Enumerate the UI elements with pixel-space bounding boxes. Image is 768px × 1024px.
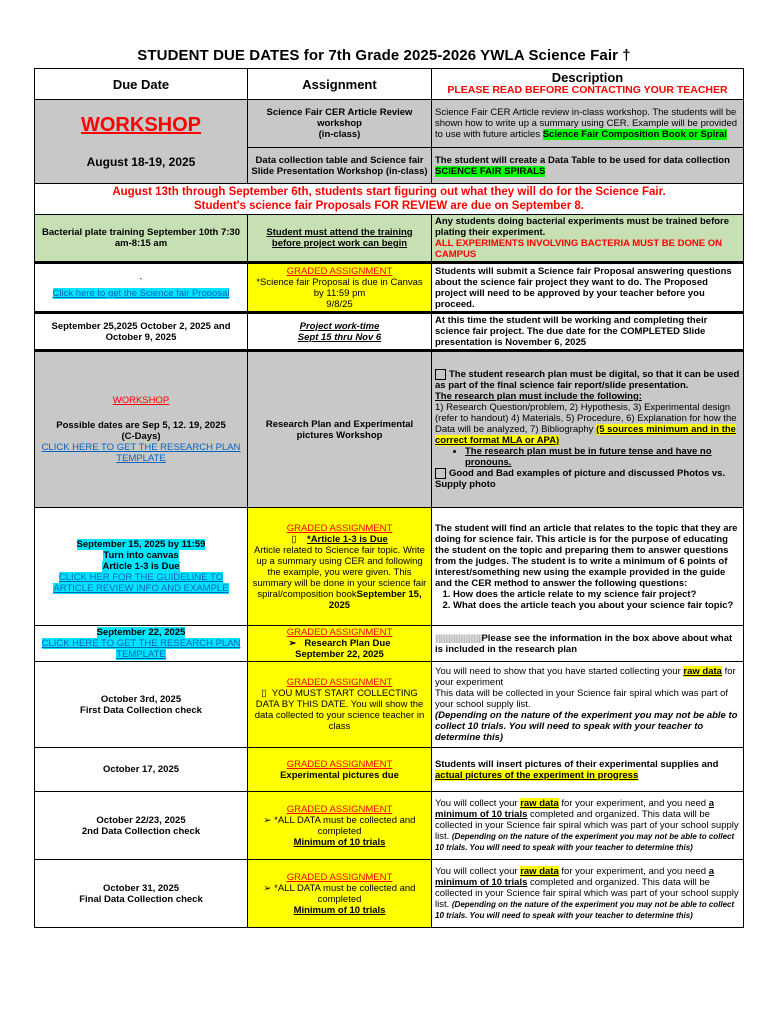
description-text: This data will be collected in your Science fair spiral which was part of your school supply list. <box>435 877 739 910</box>
banner-row <box>35 184 744 215</box>
graded-label: GRADED ASSIGNMENT <box>286 758 393 770</box>
description-highlight: SCIENCE FAIR SPIRALS <box>435 165 546 177</box>
description-subheading: The research plan must include the following: <box>435 391 642 402</box>
assignment-cell <box>248 313 432 351</box>
checkbox-icon <box>435 369 446 380</box>
description-list <box>435 402 740 446</box>
assignment-text: *Science fair Proposal is due in Canvas by 11:59 pm <box>256 276 423 299</box>
description-text: 1) Research Question/problem, 2) Hypothesis, 3) Experimental design (refer to handout) 4) Materials, 5) Procedure, 6) Explanation for how the Data will be analyzed, 7) Bibliography <box>435 402 737 435</box>
placeholder-marks: |||||||||||||||||||||||||||| <box>435 632 482 644</box>
description-text: You will collect your <box>435 866 518 877</box>
assignment-cell: Student must attend the training before project work can begin <box>248 215 432 263</box>
graded-label: GRADED ASSIGNMENT <box>286 803 393 815</box>
header-description-label: Description <box>551 70 624 85</box>
description-text: The student will find an article that relates to the topic that they are doing for science fair. This article is for the purpose of educating the student on the topic and preparing them to answer questions from the judges. The student is to write a minimum of 6 points of interest/something new using the example provided in the guide and the CER method to answer the following questions: <box>435 522 738 589</box>
assignment-requirement: Minimum of 10 trials <box>293 836 386 848</box>
description-text: You will collect your <box>435 798 518 809</box>
date-cell <box>35 263 248 313</box>
header-due-date: Due Date <box>35 69 248 100</box>
banner-line-1: August 13th through September 6th, students start figuring out what they will do for the Science Fair. <box>112 186 666 198</box>
workshop-date-cell <box>35 100 248 184</box>
description-cell <box>432 508 744 626</box>
assignment-dates: Sept 15 thru Nov 6 <box>297 331 382 343</box>
description-cell <box>432 351 744 508</box>
description-text: This data will be collected in your Science fair spiral which was part of your school supply list. <box>435 809 739 842</box>
question-item: 2. What does the article teach you about your science fair topic? <box>453 600 740 611</box>
assignment-cell <box>248 508 432 626</box>
assignment-text: Science Fair CER Article Review workshop <box>266 107 413 129</box>
assignment-text: Experimental pictures due <box>280 769 399 781</box>
banner-line-2: Student's science fair Proposals FOR REVIEW are due on September 8. <box>193 200 584 212</box>
assignment-text: *ALL DATA must be collected and completed <box>274 882 416 905</box>
header-assignment: Assignment <box>248 69 432 100</box>
assignment-date: 9/8/25 <box>326 298 353 310</box>
due-date-note: Final Data Collection check <box>79 893 203 905</box>
checkbox-icon <box>435 468 446 479</box>
assignment-text: Article related to Science fair topic. Write up a summary using CER and following the example, you were given. This summary will be done in your science fair spiral/composition book <box>252 544 427 600</box>
description-note: (Depending on the nature of the experiment you may not be able to collect 10 trials. You will need to speak with your teacher to determine this) <box>435 832 735 852</box>
research-plan-link[interactable]: CLICK HERE TO GET THE RESEARCH PLAN TEMPLATE <box>41 638 241 660</box>
assignment-title: *Article 1-3 is Due <box>307 533 388 545</box>
proposal-link[interactable]: Click here to get the Science fair Proposal <box>52 287 230 299</box>
date-cell <box>35 860 248 928</box>
description-text: completed and organized. <box>530 809 640 820</box>
header-description-note: PLEASE READ BEFORE CONTACTING YOUR TEACHER <box>447 84 728 96</box>
c-days-note: (C-Days) <box>121 431 161 442</box>
date-cell <box>35 351 248 508</box>
date-cell <box>35 626 248 662</box>
table-row <box>35 792 744 860</box>
question-list <box>435 589 740 611</box>
due-date: October 22/23, 2025 <box>96 814 186 826</box>
description-bullet: • The research plan must be in future tense and have no pronouns. <box>465 446 740 468</box>
description-bullets <box>435 446 740 468</box>
assignment-cell <box>248 100 432 148</box>
workshop-date: August 18-19, 2025 <box>86 155 196 169</box>
bullet-icon: ▯ <box>291 533 297 545</box>
description-cell: Students will submit a Science fair Proposal answering questions about the science fair project they want to do. The Proposed project will need to be approved by your teacher before you proceed. <box>432 263 744 313</box>
assignment-cell <box>248 626 432 662</box>
description-text: for your experiment, and you need <box>561 866 707 877</box>
due-date: October 3rd, 2025 <box>100 693 182 705</box>
arrow-icon: ➢ <box>263 882 272 894</box>
assignment-cell <box>248 792 432 860</box>
description-text: Please see the information in the box above about what is included in the research plan <box>435 632 733 655</box>
assignment-requirement: Minimum of 10 trials <box>293 904 386 916</box>
assignment-text: Research Plan Due <box>304 638 391 649</box>
description-cell <box>432 748 744 792</box>
description-highlight: actual pictures of the experiment in progress <box>435 769 639 781</box>
description-text: Students will insert pictures of their experimental supplies and <box>435 758 719 770</box>
description-cell <box>432 792 744 860</box>
bullet-icon: ▯ <box>261 688 267 699</box>
assignment-cell: Research Plan and Experimental pictures Workshop <box>248 351 432 508</box>
table-row <box>35 860 744 928</box>
description-emphasis: a minimum of 10 trials <box>435 798 715 820</box>
description-highlight: raw data <box>520 866 559 877</box>
assignment-heading <box>251 534 428 545</box>
description-text: Any students doing bacterial experiments must be trained before plating their experiment. <box>435 216 730 238</box>
due-date: September 22, 2025 <box>96 627 186 638</box>
research-plan-link[interactable]: CLICK HERE TO GET THE RESEARCH PLAN TEMPLATE <box>41 442 241 464</box>
due-date-note: Turn into canvas <box>103 550 179 561</box>
table-row <box>35 100 744 148</box>
table-row <box>35 508 744 626</box>
table-row <box>35 215 744 263</box>
table-row <box>35 263 744 313</box>
assignment-text-line <box>251 638 428 649</box>
description-highlight: raw data <box>683 666 722 677</box>
description-line <box>435 468 740 490</box>
description-note: (Depending on the nature of the experiment you may not be able to collect 10 trials. You will need to speak with your teacher to determine this) <box>435 900 735 920</box>
assignment-cell: Data collection table and Science fair Slide Presentation Workshop (in-class) <box>248 148 432 184</box>
possible-dates: Possible dates are Sep 5, 12. 19, 2025 <box>56 420 226 431</box>
date-cell: October 17, 2025 <box>35 748 248 792</box>
assignment-date: September 15, 2025 <box>328 588 422 611</box>
graded-label: GRADED ASSIGNMENT <box>286 871 393 883</box>
arrow-icon: ➢ <box>288 638 297 649</box>
description-warning: ALL EXPERIMENTS INVOLVING BACTERIA MUST BE DONE ON CAMPUS <box>435 238 722 260</box>
graded-label: GRADED ASSIGNMENT <box>286 522 393 534</box>
graded-label: GRADED ASSIGNMENT <box>286 265 393 277</box>
date-cell: September 25,2025 October 2, 2025 and October 9, 2025 <box>35 313 248 351</box>
due-date-item: Article 1-3 is Due <box>102 561 180 572</box>
arrow-icon: ➢ <box>263 814 272 826</box>
description-cell <box>432 860 744 928</box>
description-text: The student research plan must be digital, so that it can be used as part of the final science fair report/slide presentation. <box>435 369 740 391</box>
description-cell <box>432 626 744 662</box>
graded-label: GRADED ASSIGNMENT <box>286 677 393 688</box>
description-text: The student will create a Data Table to be used for data collection <box>435 154 730 166</box>
tick-mark: ` <box>139 276 143 288</box>
graded-label: GRADED ASSIGNMENT <box>286 627 393 638</box>
description-line <box>435 369 740 391</box>
date-cell <box>35 792 248 860</box>
description-cell: At this time the student will be working and completing their science fair project. The due date for the COMPLETED Slide presentation is November 6, 2025 <box>432 313 744 351</box>
due-date-note: 2nd Data Collection check <box>81 825 201 837</box>
assignment-cell <box>248 860 432 928</box>
description-text: Good and Bad examples of picture and discussed Photos vs. Supply photo <box>435 468 726 491</box>
date-cell: Bacterial plate training September 10th 7:30 am-8:15 am <box>35 215 248 263</box>
due-date: September 15, 2025 by 11:59 <box>76 539 206 550</box>
due-date-note: First Data Collection check <box>80 704 202 716</box>
description-text: for your experiment <box>435 666 736 688</box>
table-row <box>35 748 744 792</box>
assignment-cell <box>248 748 432 792</box>
description-text: You will need to show that you have started collecting your <box>435 666 681 677</box>
date-cell <box>35 508 248 626</box>
description-text: This data will be collected in your Science fair spiral which was part of your school supply list. <box>435 688 729 710</box>
description-highlight: (5 sources minimum and in the correct format MLA or APA) <box>435 424 736 446</box>
due-dates-table <box>34 68 744 928</box>
assignment-text: YOU MUST START COLLECTING DATA BY THIS DATE. You will show the data collected to your science teacher in class <box>254 688 425 732</box>
header-description <box>432 69 744 100</box>
page-title: STUDENT DUE DATES for 7th Grade 2025-2026 YWLA Science Fair † <box>137 47 631 64</box>
description-text: completed and organized. <box>530 877 640 888</box>
question-item: 1. How does the article relate to my science fair project? <box>453 589 740 600</box>
date-cell <box>35 662 248 748</box>
description-highlight: raw data <box>520 798 559 809</box>
article-guideline-link[interactable]: CLICK HER FOR THE GUIDELINE TO ARTICLE REVIEW INFO AND EXAMPLE <box>53 572 229 594</box>
header-row <box>35 69 744 100</box>
assignment-cell <box>248 662 432 748</box>
description-cell <box>432 662 744 748</box>
description-cell <box>432 100 744 148</box>
description-cell <box>432 215 744 263</box>
due-date: October 31, 2025 <box>102 882 180 894</box>
assignment-text: *ALL DATA must be collected and completed <box>274 814 416 837</box>
assignment-date: September 22, 2025 <box>295 649 384 660</box>
description-cell <box>432 148 744 184</box>
proposal-banner <box>35 184 744 215</box>
workshop-title: WORKSHOP <box>81 114 201 136</box>
table-row <box>35 662 744 748</box>
workshop-title: WORKSHOP <box>112 395 170 406</box>
table-row <box>35 626 744 662</box>
assignment-subtext: (in-class) <box>318 129 361 140</box>
assignment-text: Project work-time <box>299 320 380 332</box>
assignment-cell <box>248 263 432 313</box>
table-row <box>35 351 744 508</box>
description-highlight: Science Fair Composition Book or Spiral <box>542 129 727 140</box>
description-note: (Depending on the nature of the experiment you may not be able to collect 10 trials. You will need to speak with your teacher to determine this) <box>435 710 738 743</box>
table-row <box>35 313 744 351</box>
description-emphasis: a minimum of 10 trials <box>435 866 715 888</box>
description-text: for your experiment, and you need <box>561 798 707 809</box>
description-text: Science Fair CER Article review in-class workshop. The students will be shown how to write up a summary using CER. Example will be provided to use with future articles <box>435 107 738 140</box>
